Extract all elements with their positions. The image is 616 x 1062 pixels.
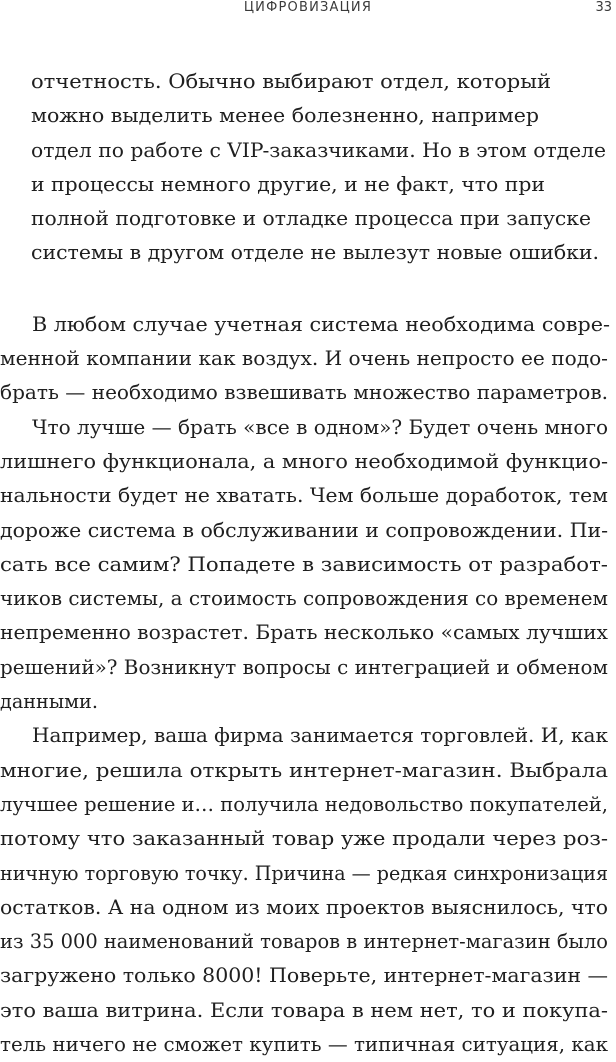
text-line: полной подготовке и отладке процесса при запуске [31,207,592,231]
text-line: брать — необходимо взвешивать множество параметров. [0,381,608,405]
running-title: ЦИФРОВИЗАЦИЯ [243,0,373,15]
running-head [0,0,616,20]
text-line: сать все самим? Попадете в зависимость от разработ- [0,552,608,576]
text-line: можно выделить менее болезненно, например [31,104,539,128]
page-number: 33 [595,0,612,15]
text-line: данными. [0,690,98,714]
text-line: Что лучше — брать «все в одном»? Будет очень много [32,415,609,439]
text-line: из 35 000 наименований товаров в интернет-магазин было [0,930,609,954]
text-line: лучшее решение и… получила недовольство покупателей, [0,792,608,816]
text-line: непременно возрастет. Брать несколько «самых лучших [0,621,608,645]
text-line: это ваша витрина. Если товара в нем нет, то и покупа- [0,998,608,1022]
text-line: В любом случае учетная система необходима совре- [32,312,611,336]
text-line: многие, решила открыть интернет-магазин. Выбрала [0,758,608,782]
text-line: ничную торговую точку. Причина — редкая синхронизация [0,861,609,885]
text-line: системы в другом отделе не вылезут новые ошибки. [31,241,600,265]
text-line: лишнего функционала, а много необходимой функцио- [0,449,609,473]
text-line: решений»? Возникнут вопросы с интеграцией и обменом [0,655,609,679]
text-line: отчетность. Обычно выбирают отдел, который [31,70,551,93]
text-line: тель ничего не сможет купить — типичная ситуация, как [0,1033,609,1057]
text-line: менной компании как воздух. И очень непросто ее подо- [0,347,608,371]
text-line: и процессы немного другие, и не факт, что при [31,172,545,196]
text-line: Например, ваша фирма занимается торговлей. И, как [32,724,609,748]
text-line: чиков системы, а стоимость сопровождения со временем [0,587,608,611]
text-line: загружено только 8000! Поверьте, интернет-магазин — [0,964,609,988]
text-line: потому что заказанный товар уже продали через роз- [0,827,608,851]
paragraph-gap [0,271,616,308]
text-line: отдел по работе с VIP-заказчиками. Но в этом отделе [31,138,607,162]
text-line: дороже система в обслуживании и сопровождении. Пи- [0,518,609,542]
text-line: нальности будет не хватать. Чем больше доработок, тем [0,484,608,508]
body-text [0,65,616,1062]
text-line: остатков. А на одном из моих проектов выяснилось, что [0,895,608,919]
